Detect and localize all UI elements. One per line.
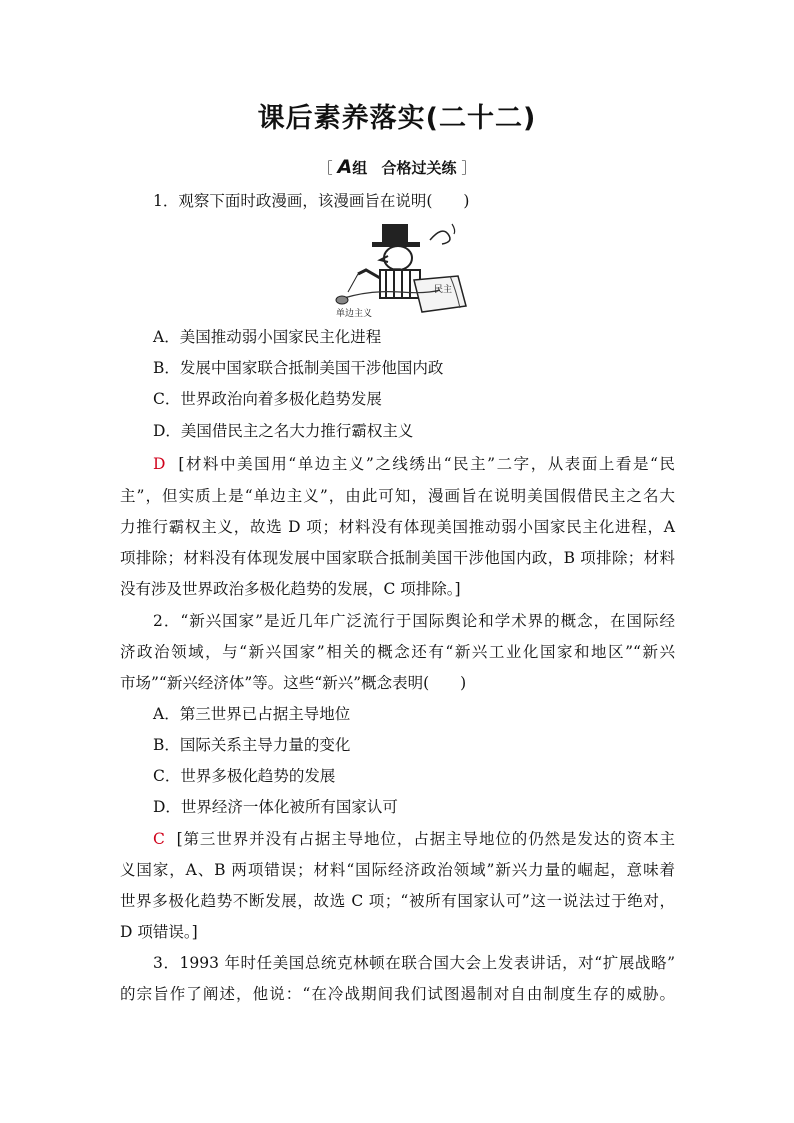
q1-option-a: A．美国推动弱小国家民主化进程	[153, 328, 382, 346]
page-title: 课后素养落实(二十二)	[257, 103, 537, 134]
q2-answer: C	[153, 830, 165, 848]
bracket-close: ］	[461, 159, 477, 177]
q1-explanation-line-3: 力推行霸权主义，故选 D 项；材料没有体现美国推动弱小国家民主化进程，A	[120, 518, 675, 536]
q2-explanation-text-1: [第三世界并没有占据主导地位，占据主导地位的仍然是发达的资本主	[176, 830, 675, 848]
q2-option-d: D．世界经济一体化被所有国家认可	[153, 798, 398, 816]
section-heading	[0, 156, 794, 178]
q1-answer: D	[153, 455, 166, 473]
group-name: 合格过关练	[381, 159, 457, 177]
q2-stem-line-1: 2．“新兴国家”是近几年广泛流行于国际舆论和学术界的概念，在国际经	[153, 612, 675, 630]
cartoon-label-unilateralism: 单边主义	[336, 309, 373, 319]
q1-explanation-line-2: 主”，但实质上是“单边主义”，由此可知，漫画旨在说明美国假借民主之名大	[120, 487, 675, 505]
q3-stem-line-1: 3．1993 年时任美国总统克林顿在联合国大会上发表讲话，对“扩展战略”	[153, 954, 675, 972]
q2-option-a: A．第三世界已占据主导地位	[153, 705, 351, 723]
question-1-stem: 1．观察下面时政漫画，该漫画旨在说明( )	[153, 192, 470, 210]
q2-explanation-line-3: 世界多极化趋势不断发展，故选 C 项；“被所有国家认可”这一说法过于绝对，	[120, 892, 675, 910]
q2-option-b: B．国际关系主导力量的变化	[153, 736, 351, 754]
q2-explanation-line-1	[153, 829, 675, 849]
q1-explanation-line-1	[153, 454, 675, 474]
political-cartoon-image	[330, 220, 480, 320]
q3-stem-line-2: 的宗旨作了阐述，他说：“在冷战期间我们试图遏制对自由制度生存的威胁。	[120, 985, 675, 1003]
q2-option-c: C．世界多极化趋势的发展	[153, 767, 336, 785]
q2-stem-line-2: 济政治领域，与“新兴国家”相关的概念还有“新兴工业化国家和地区”“新兴	[120, 643, 675, 661]
q1-explanation-line-5: 没有涉及世界政治多极化趋势的发展，C 项排除。]	[120, 580, 461, 598]
q1-option-d: D．美国借民主之名大力推行霸权主义	[153, 422, 414, 440]
group-word: 组	[352, 159, 368, 177]
q1-explanation-text-1: [材料中美国用“单边主义”之线绣出“民主”二字，从表面上看是“民	[178, 455, 675, 473]
q1-option-c: C．世界政治向着多极化趋势发展	[153, 390, 382, 408]
bracket-open: ［	[317, 159, 333, 177]
q1-explanation-line-4: 项排除；材料没有体现发展中国家联合抵制美国干涉他国内政，B 项排除；材料	[120, 549, 675, 567]
q2-explanation-line-4: D 项错误。]	[120, 923, 198, 941]
q2-explanation-line-2: 义国家，A、B 两项错误；材料“国际经济政治领域”新兴力量的崛起，意味着	[120, 861, 675, 879]
q1-option-b: B．发展中国家联合抵制美国干涉他国内政	[153, 359, 444, 377]
group-letter: A	[337, 156, 353, 178]
cartoon-label-democracy: 民主	[434, 285, 453, 295]
q2-stem-line-3: 市场”“新兴经济体”等。这些“新兴”概念表明( )	[120, 674, 467, 692]
